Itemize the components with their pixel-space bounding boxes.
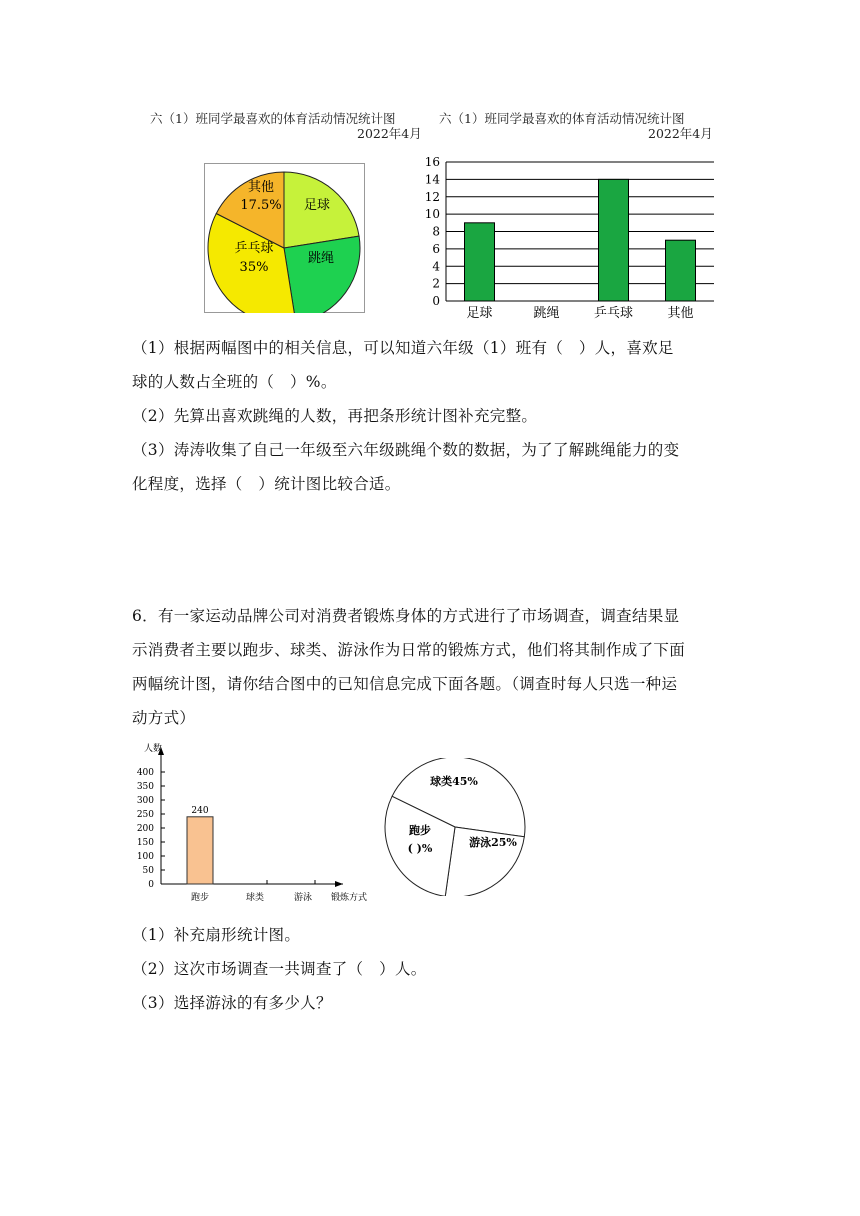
bar2-ytick-label: 50 [142, 866, 154, 876]
bar1-ytick-label: 2 [432, 276, 440, 291]
bar2-ytick-label: 300 [136, 796, 154, 806]
bar1-bar-0 [465, 223, 495, 301]
exercise-bar-chart [125, 738, 375, 908]
pie2-label-swim: 游泳25% [469, 836, 517, 849]
bar1-bar-2 [599, 179, 629, 301]
q5-question-1a: （1）根据两幅图中的相关信息，可以知道六年级（1）班有（ ）人，喜欢足 [132, 339, 674, 357]
bar1-ytick-label: 12 [424, 189, 440, 204]
q6-question-3: （3）选择游泳的有多少人？ [132, 994, 332, 1012]
q6-text-1: 6．有一家运动品牌公司对消费者锻炼身体的方式进行了市场调查，调查结果显 [132, 607, 680, 625]
pie2-label-run: 跑步 [409, 824, 431, 837]
bar2-ytick-label: 400 [136, 768, 154, 778]
bar-chart-caption: 六（1）班同学最喜欢的体育活动情况统计图 [439, 111, 685, 126]
q5-question-3b: 化程度，选择（ ）统计图比较合适。 [132, 475, 401, 493]
exercise-pie-chart [380, 758, 530, 896]
bar-chart-date: 2022年4月 [648, 126, 713, 141]
bar2-ytick-label: 250 [136, 810, 154, 820]
bar2-xtick-label: 跑步 [190, 893, 210, 903]
pie-label-other: 其他 [247, 180, 275, 195]
bar1-bar-3 [666, 240, 696, 301]
pie-chart-date: 2022年4月 [357, 126, 422, 141]
bar1-ytick-label: 16 [424, 155, 440, 169]
bar1-ytick-label: 6 [432, 241, 440, 256]
q5-question-2: （2）先算出喜欢跳绳的人数，再把条形统计图补充完整。 [132, 407, 538, 425]
bar2-xtick-label: 球类 [245, 893, 265, 903]
bar2-ytick-label: 150 [136, 838, 154, 848]
bar1-ytick-label: 10 [424, 207, 440, 222]
activity-bar-chart [420, 152, 720, 324]
q6-question-1: （1）补充扇形统计图。 [132, 926, 301, 944]
bar1-xtick-label: 其他 [667, 306, 694, 321]
bar2-ytick-label: 100 [136, 852, 154, 862]
q5-question-3a: （3）涛涛收集了自己一年级至六年级跳绳个数的数据，为了了解跳绳能力的变 [132, 441, 680, 459]
pie-label-pingpong: 乒乓球 [234, 241, 274, 256]
q6-text-4: 动方式） [132, 709, 196, 727]
bar2-ylabel: 人数 [143, 744, 163, 754]
bar2-bar-0 [187, 817, 213, 884]
bar1-xtick-label: 足球 [466, 306, 493, 321]
bar1-xtick-label: 跳绳 [533, 306, 560, 321]
pie-label-jumprope: 跳绳 [307, 251, 335, 266]
pie2-label-ball: 球类45% [430, 775, 478, 788]
activity-pie-chart [204, 163, 365, 313]
q6-text-2: 示消费者主要以跑步、球类、游泳作为日常的锻炼方式，他们将其制作成了下面 [132, 641, 686, 659]
bar1-ytick-label: 14 [424, 172, 440, 187]
bar2-ytick-label: 200 [136, 824, 154, 834]
q5-question-1b: 球的人数占全班的（ ）%。 [132, 373, 337, 391]
bar2-ytick-label: 350 [136, 782, 154, 792]
bar1-ytick-label: 0 [432, 294, 440, 308]
bar1-ytick-label: 8 [432, 224, 440, 239]
bar2-xlabel: 锻炼方式 [330, 893, 368, 903]
pie-value-other: 17.5% [240, 198, 282, 213]
q6-question-2: （2）这次市场调查一共调查了（ ）人。 [132, 960, 427, 978]
pie-value-pingpong: 35% [239, 260, 269, 275]
bar1-ytick-label: 4 [432, 259, 440, 274]
pie1-slice-1 [284, 236, 360, 313]
pie-label-football: 足球 [303, 198, 331, 213]
pie-chart-caption: 六（1）班同学最喜欢的体育活动情况统计图 [150, 111, 396, 126]
bar2-ytick-label: 0 [148, 880, 154, 890]
bar2-xtick-label: 游泳 [293, 893, 313, 903]
bar1-xtick-label: 乒乓球 [593, 306, 634, 321]
pie2-value-run: ( )% [407, 842, 433, 855]
bar2-xaxis-arrow [335, 881, 343, 887]
q6-text-3: 两幅统计图，请你结合图中的已知信息完成下面各题。（调查时每人只选一种运 [132, 675, 678, 693]
bar2-data-label: 240 [191, 805, 209, 816]
